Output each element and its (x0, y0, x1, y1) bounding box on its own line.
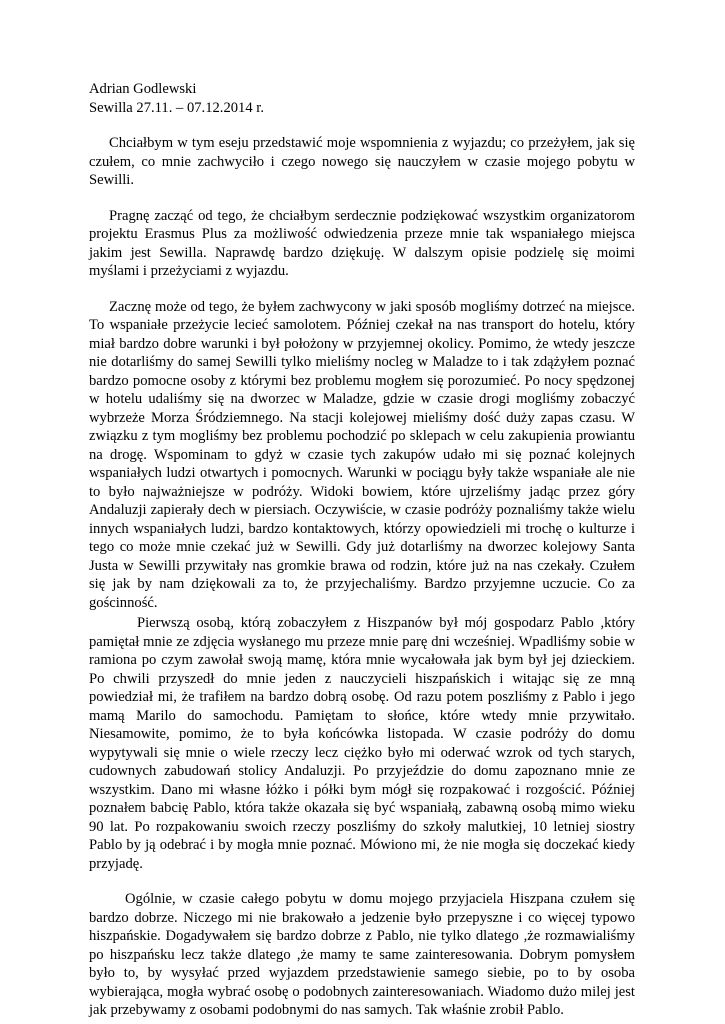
paragraph-thanks: Pragnę zacząć od tego, że chciałbym serdecznie podziękować wszystkim organizatorom projektu Erasmus Plus za możliwość odwiedzenia przeze mnie tak wspaniałego miejsca jakim jest Sewilla. Naprawdę bardzo dziękuję. W dalszym opisie podzielę się moimi myślami i przeżyciami z wyjazdu. (89, 207, 635, 279)
paragraph-host-family: Pierwszą osobą, którą zobaczyłem z Hiszpanów był mój gospodarz Pablo ,który pamiętał mnie ze zdjęcia wysłanego mu przeze mnie parę dni wcześniej. Wpadliśmy sobie w ramiona po czym zawołał swoją mamę, która mnie wycałowała jak bym był jej dzieckiem. Po chwili przyszedł do mnie jeden z nauczycieli hiszpańskich i witając się ze mną powiedział mi, że trafiłem na bardzo dobrą osobę. Od razu potem poszliśmy z Pablo i jego mamą Marilo do samochodu. Pamiętam to słońce, które wtedy mnie przywitało. Niesamowite, pomimo, że to była końcówka listopada. W czasie podróży do domu wypytywali się mnie o wiele rzeczy lecz ciężko było mi oderwać wzrok od tych starych, cudownych zabudowań stolicy Andaluzji. Po przyjeździe do domu zapoznano mnie ze wszystkim. Dano mi własne łóżko i półki bym mógł się rozpakować i rozgościć. Później poznałem babcię Pablo, która także okazała się być wspaniałą, zabawną osobą mimo wieku 90 lat. Po rozpakowaniu swoich rzeczy poszliśmy do szkoły malutkiej, 10 letniej siostry Pablo by ją odebrać i by mogła mnie poznać. Mówiono mi, że nie mogła się doczekać kiedy przyjadę. (89, 615, 635, 872)
paragraph-journey: Zacznę może od tego, że byłem zachwycony w jaki sposób mogliśmy dotrzeć na miejsce. To wspaniałe przeżycie lecieć samolotem. Później czekał na nas transport do hotelu, który miał bardzo dobre warunki i był położony w przyjemnej okolicy. Pomimo, że wtedy jeszcze nie dotarliśmy do samej Sewilli tylko mieliśmy nocleg w Maladze to i tak zdążyłem poznać bardzo pomocne osoby z którymi bez problemu mogłem się porozumieć. Po nocy spędzonej w hotelu udaliśmy się na dworzec w Maladze, gdzie w czasie drogi mogliśmy zobaczyć wybrzeże Morza Śródziemnego. Na stacji kolejowej mieliśmy dość duży zapas czasu. W związku z tym mogliśmy bez problemu pochodzić po sklepach w celu zakupienia prowiantu na drogę. Wspominam to gdyż w czasie tych zakupów udało mi się poznać kolejnych wspaniałych ludzi otwartych i pomocnych. Warunki w pociągu były także wspaniałe ale nie to było najważniejsze w podróży. Widoki bowiem, które ujrzeliśmy jadąc przez góry Andaluzji zapierały dech w piersiach. Oczywiście, w czasie podróży poznaliśmy także wielu innych wspaniałych ludzi, bardzo kontaktowych, którzy opowiedzieli mi trochę o kulturze i tego co może mnie czekać już w Sewilli. Gdy już dotarliśmy na dworzec kolejowy Santa Justa w Sewilli przywitały nas gromkie brawa od rodzin, które już na nas czekały. Czułem się jak by nam dziękowali za to, że przyjechaliśmy. Bardzo przyjemne uczucie. Co za gościnność. (89, 298, 635, 611)
place-and-date: Sewilla 27.11. – 07.12.2014 r. (89, 99, 264, 116)
paragraph-stay: Ogólnie, w czasie całego pobytu w domu mojego przyjaciela Hiszpana czułem się bardzo dobrze. Niczego mi nie brakowało a jedzenie było przepyszne i co więcej typowo hiszpańskie. Dogadywałem się bardzo dobrze z Pablo, nie tylko dlatego ,że rozmawialiśmy po hiszpańsku lecz także dlatego ,że mamy te same zainteresowania. Dobrym pomysłem było to, by wysyłać przed wyjazdem przedstawienie samego siebie, po to by osoba wybierająca, mogła wybrać osobę o podobnych zainteresowaniach. Wiadomo dużo milej jest jak przebywamy z osobami podobnymi do nas samych. Tak właśnie zrobił Pablo. (89, 891, 635, 1018)
author-name: Adrian Godlewski (89, 81, 197, 97)
paragraph-intro: Chciałbym w tym eseju przedstawić moje wspomnienia z wyjazdu; co przeżyłem, jak się czułem, co mnie zachwyciło i czego nowego się nauczyłem w czasie mojego pobytu w Sewilli. (89, 135, 635, 188)
